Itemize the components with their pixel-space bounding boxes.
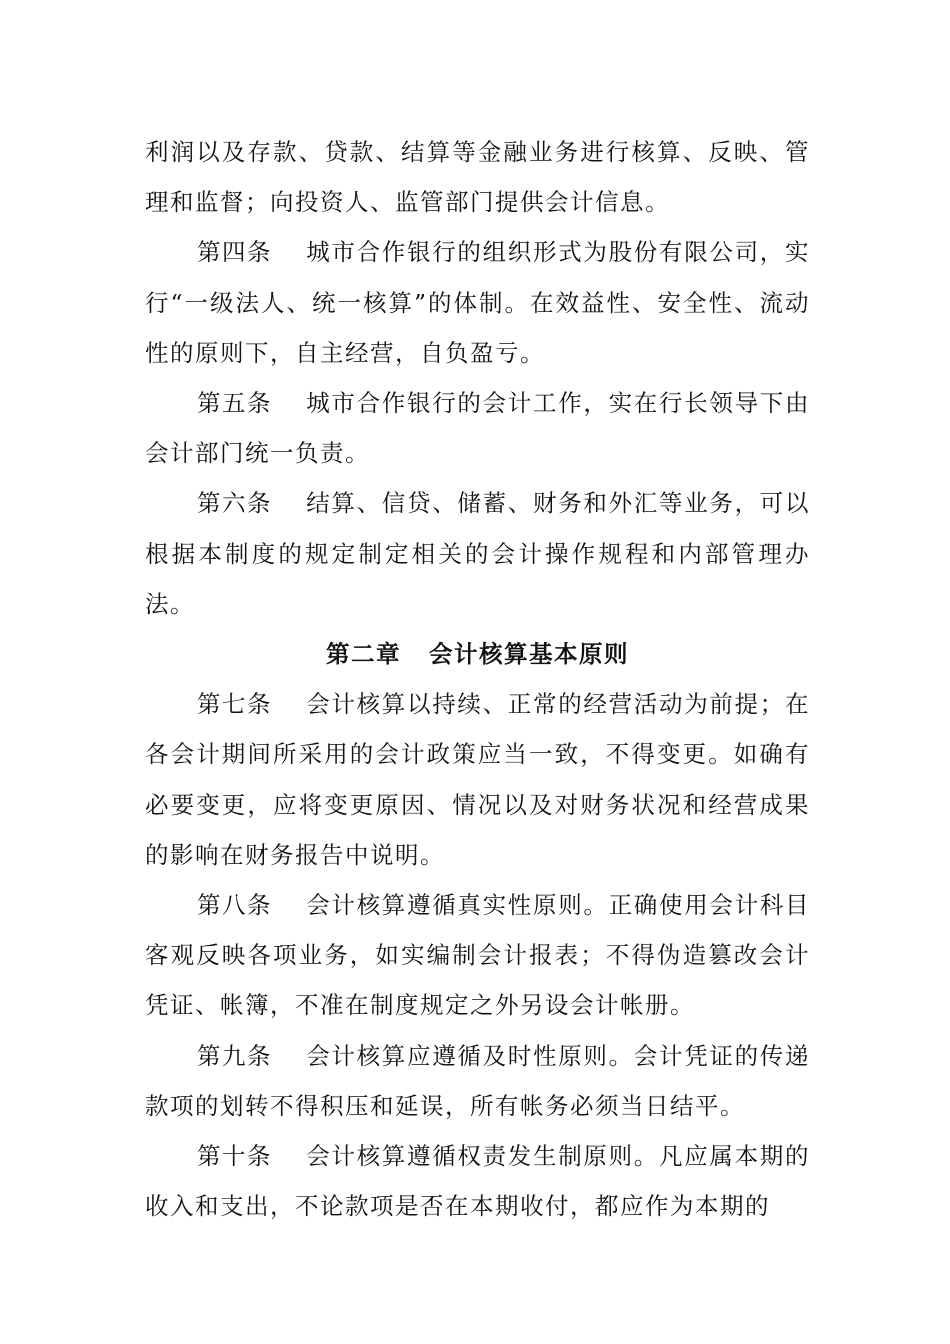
opening-paragraph: 利润以及存款、贷款、结算等金融业务进行核算、反映、管理和监督；向投资人、监管部门提供会计信息。 xyxy=(145,138,810,217)
article-text: 会计核算以持续、正常的经营活动为前提；在各会计期间所采用的会计政策应当一致，不得变更。如确有必要变更，应将变更原因、情况以及对财务状况和经营成果的影响在财务报告中说明。 xyxy=(145,690,810,869)
article-10 xyxy=(145,1131,810,1231)
article-label: 第十条 xyxy=(197,1142,272,1171)
article-9 xyxy=(145,1031,810,1131)
document-body xyxy=(145,127,810,1231)
article-7 xyxy=(145,679,810,880)
article-text: 会计核算遵循权责发生制原则。凡应属本期的收入和支出，不论款项是否在本期收付，都应作为本期的 xyxy=(145,1142,810,1221)
article-label: 第七条 xyxy=(197,690,272,719)
chapter-number: 第二章 xyxy=(326,640,401,669)
article-4 xyxy=(145,227,810,378)
article-label: 第九条 xyxy=(197,1041,272,1070)
article-label: 第四条 xyxy=(197,238,272,267)
article-label: 第六条 xyxy=(197,489,272,518)
article-text: 城市合作银行的会计工作，实在行长领导下由会计部门统一负责。 xyxy=(145,389,810,468)
article-8 xyxy=(145,880,810,1031)
article-5 xyxy=(145,378,810,478)
article-label: 第五条 xyxy=(197,389,272,418)
article-text: 结算、信贷、储蓄、财务和外汇等业务，可以根据本制度的规定制定相关的会计操作规程和内部管理办法。 xyxy=(145,489,810,618)
chapter-title: 会计核算基本原则 xyxy=(429,640,629,669)
article-6 xyxy=(145,478,810,629)
article-text: 城市合作银行的组织形式为股份有限公司，实行“一级法人、统一核算”的体制。在效益性、安全性、流动性的原则下，自主经营，自负盈亏。 xyxy=(145,238,810,367)
article-label: 第八条 xyxy=(197,891,272,920)
article-text: 会计核算遵循真实性原则。正确使用会计科目客观反映各项业务，如实编制会计报表；不得伪造篡改会计凭证、帐簿，不准在制度规定之外另设会计帐册。 xyxy=(145,891,810,1020)
article-text: 会计核算应遵循及时性原则。会计凭证的传递款项的划转不得积压和延误，所有帐务必须当日结平。 xyxy=(145,1041,810,1120)
chapter-heading xyxy=(145,629,810,679)
